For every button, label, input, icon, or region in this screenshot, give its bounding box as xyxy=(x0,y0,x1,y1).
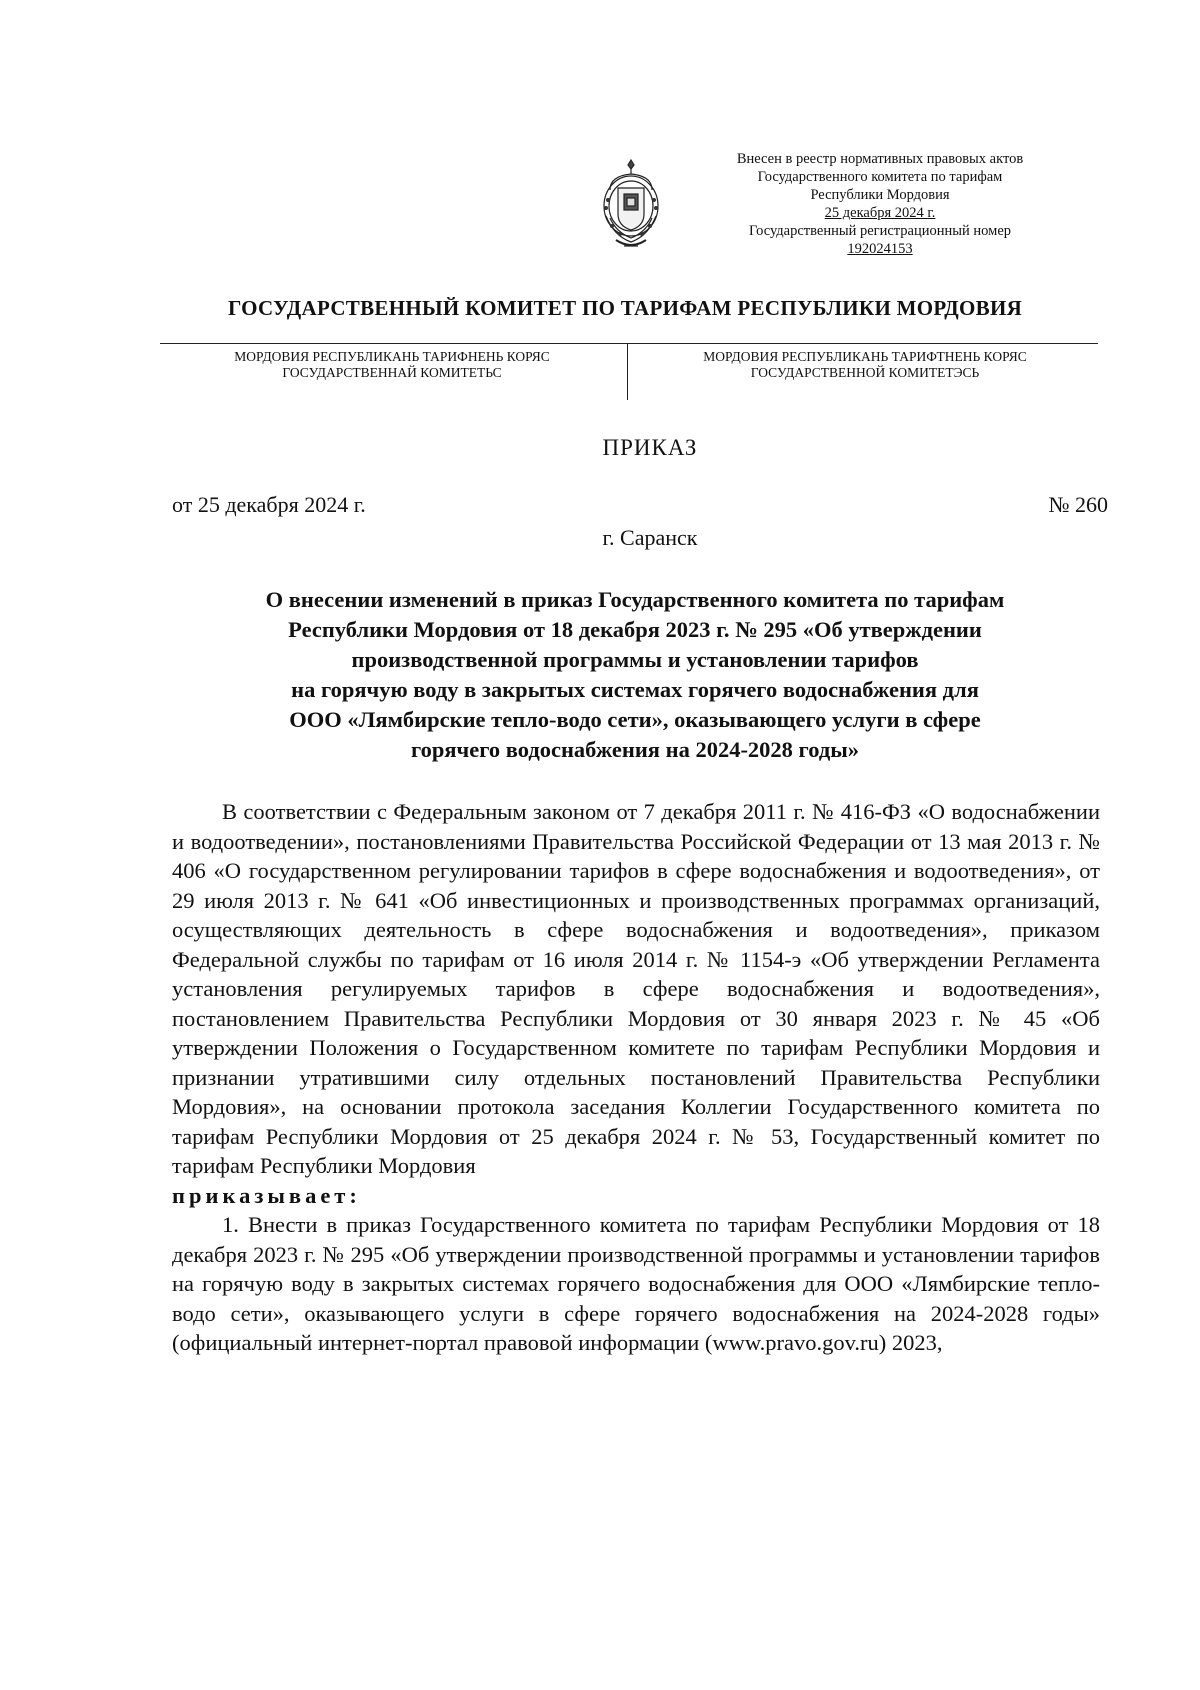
registry-line-3: Республики Мордовия xyxy=(810,187,950,203)
header-vertical-divider xyxy=(627,344,628,400)
registry-stamp xyxy=(700,150,1060,258)
order-subject xyxy=(170,585,1100,765)
order-title: ПРИКАЗ xyxy=(602,435,698,460)
registry-line-1: Внесен в реестр нормативных правовых актов xyxy=(736,151,1024,167)
subject-line-3: производственной программы и установлении тарифов xyxy=(351,647,919,672)
order-city: г. Саранск xyxy=(602,525,698,550)
registry-line-5: Государственный регистрационный номер xyxy=(748,223,1012,239)
subject-line-2: Республики Мордовия от 18 декабря 2023 г. № 295 «Об утверждении xyxy=(288,617,982,642)
order-body xyxy=(172,797,1100,1358)
registry-date: 25 декабря 2024 г. xyxy=(824,205,936,221)
order-date: от 25 декабря 2024 г. xyxy=(172,492,366,517)
committee-name-moksha xyxy=(160,349,624,381)
coat-of-arms-icon xyxy=(596,156,666,256)
orders-word: приказывает: xyxy=(172,1182,361,1208)
registry-number: 192024153 xyxy=(847,241,913,257)
erzya-line-1: МОРДОВИЯ РЕСПУБЛИКАНЬ ТАРИФТНЕНЬ КОРЯС xyxy=(703,349,1027,364)
subject-line-5: ООО «Лямбирские тепло-водо сети», оказывающего услуги в сфере xyxy=(289,707,981,732)
order-number: № 260 xyxy=(1048,492,1108,517)
committee-title: ГОСУДАРСТВЕННЫЙ КОМИТЕТ ПО ТАРИФАМ РЕСПУБЛИКИ МОРДОВИЯ xyxy=(227,296,1023,320)
erzya-line-2: ГОСУДАРСТВЕННОЙ КОМИТЕТЭСЬ xyxy=(750,365,980,380)
subject-line-1: О внесении изменений в приказ Государственного комитета по тарифам xyxy=(265,587,1005,612)
subject-line-6: горячего водоснабжения на 2024-2028 годы» xyxy=(410,737,860,762)
committee-name-erzya xyxy=(632,349,1098,381)
header-divider xyxy=(160,343,1098,344)
registry-line-2: Государственного комитета по тарифам xyxy=(757,169,1003,185)
moksha-line-1: МОРДОВИЯ РЕСПУБЛИКАНЬ ТАРИФНЕНЬ КОРЯС xyxy=(234,349,550,364)
body-paragraph-preamble: В соответствии с Федеральным законом от 7 декабря 2011 г. № 416-ФЗ «О водоснабжении и водоотведении», постановлениями Правительства Российской Федерации от 13 мая 2013 г. № 406 «О государственном регулировании тарифов в сфере водоснабжения и водоотведения», от 29 июля 2013 г. № 641 «Об инвестиционных и производственных программах организаций, осуществляющих деятельность в сфере водоснабжения и водоотведения», приказом Федеральной службы по тарифам от 16 июля 2014 г. № 1154-э «Об утверждении Регламента установления регулируемых тарифов в сфере водоснабжения и водоотведения», постановлением Правительства Республики Мордовия от 30 января 2023 г. № 45 «Об утверждении Положения о Государственном комитете по тарифам Республики Мордовия и признании утратившими силу отдельных постановлений Правительства Республики Мордовия», на основании протокола заседания Коллегии Государственного комитета по тарифам Республики Мордовия от 25 декабря 2024 г. № 53, Государственный комитет по тарифам Республики Мордовия xyxy=(172,799,1100,1178)
body-paragraph-item-1: 1. Внести в приказ Государственного комитета по тарифам Республики Мордовия от 18 декабря 2023 г. № 295 «Об утверждении производственной программы и установлении тарифов на горячую воду в закрытых системах горячего водоснабжения для ООО «Лямбирские тепло-водо сети», оказывающего услуги в сфере горячего водоснабжения на 2024-2028 годы» (официальный интернет-портал правовой информации (www.pravo.gov.ru) 2023, xyxy=(172,1212,1100,1355)
moksha-line-2: ГОСУДАРСТВЕННАЙ КОМИТЕТЬС xyxy=(282,365,502,380)
subject-line-4: на горячую воду в закрытых системах горячего водоснабжения для xyxy=(291,677,979,702)
